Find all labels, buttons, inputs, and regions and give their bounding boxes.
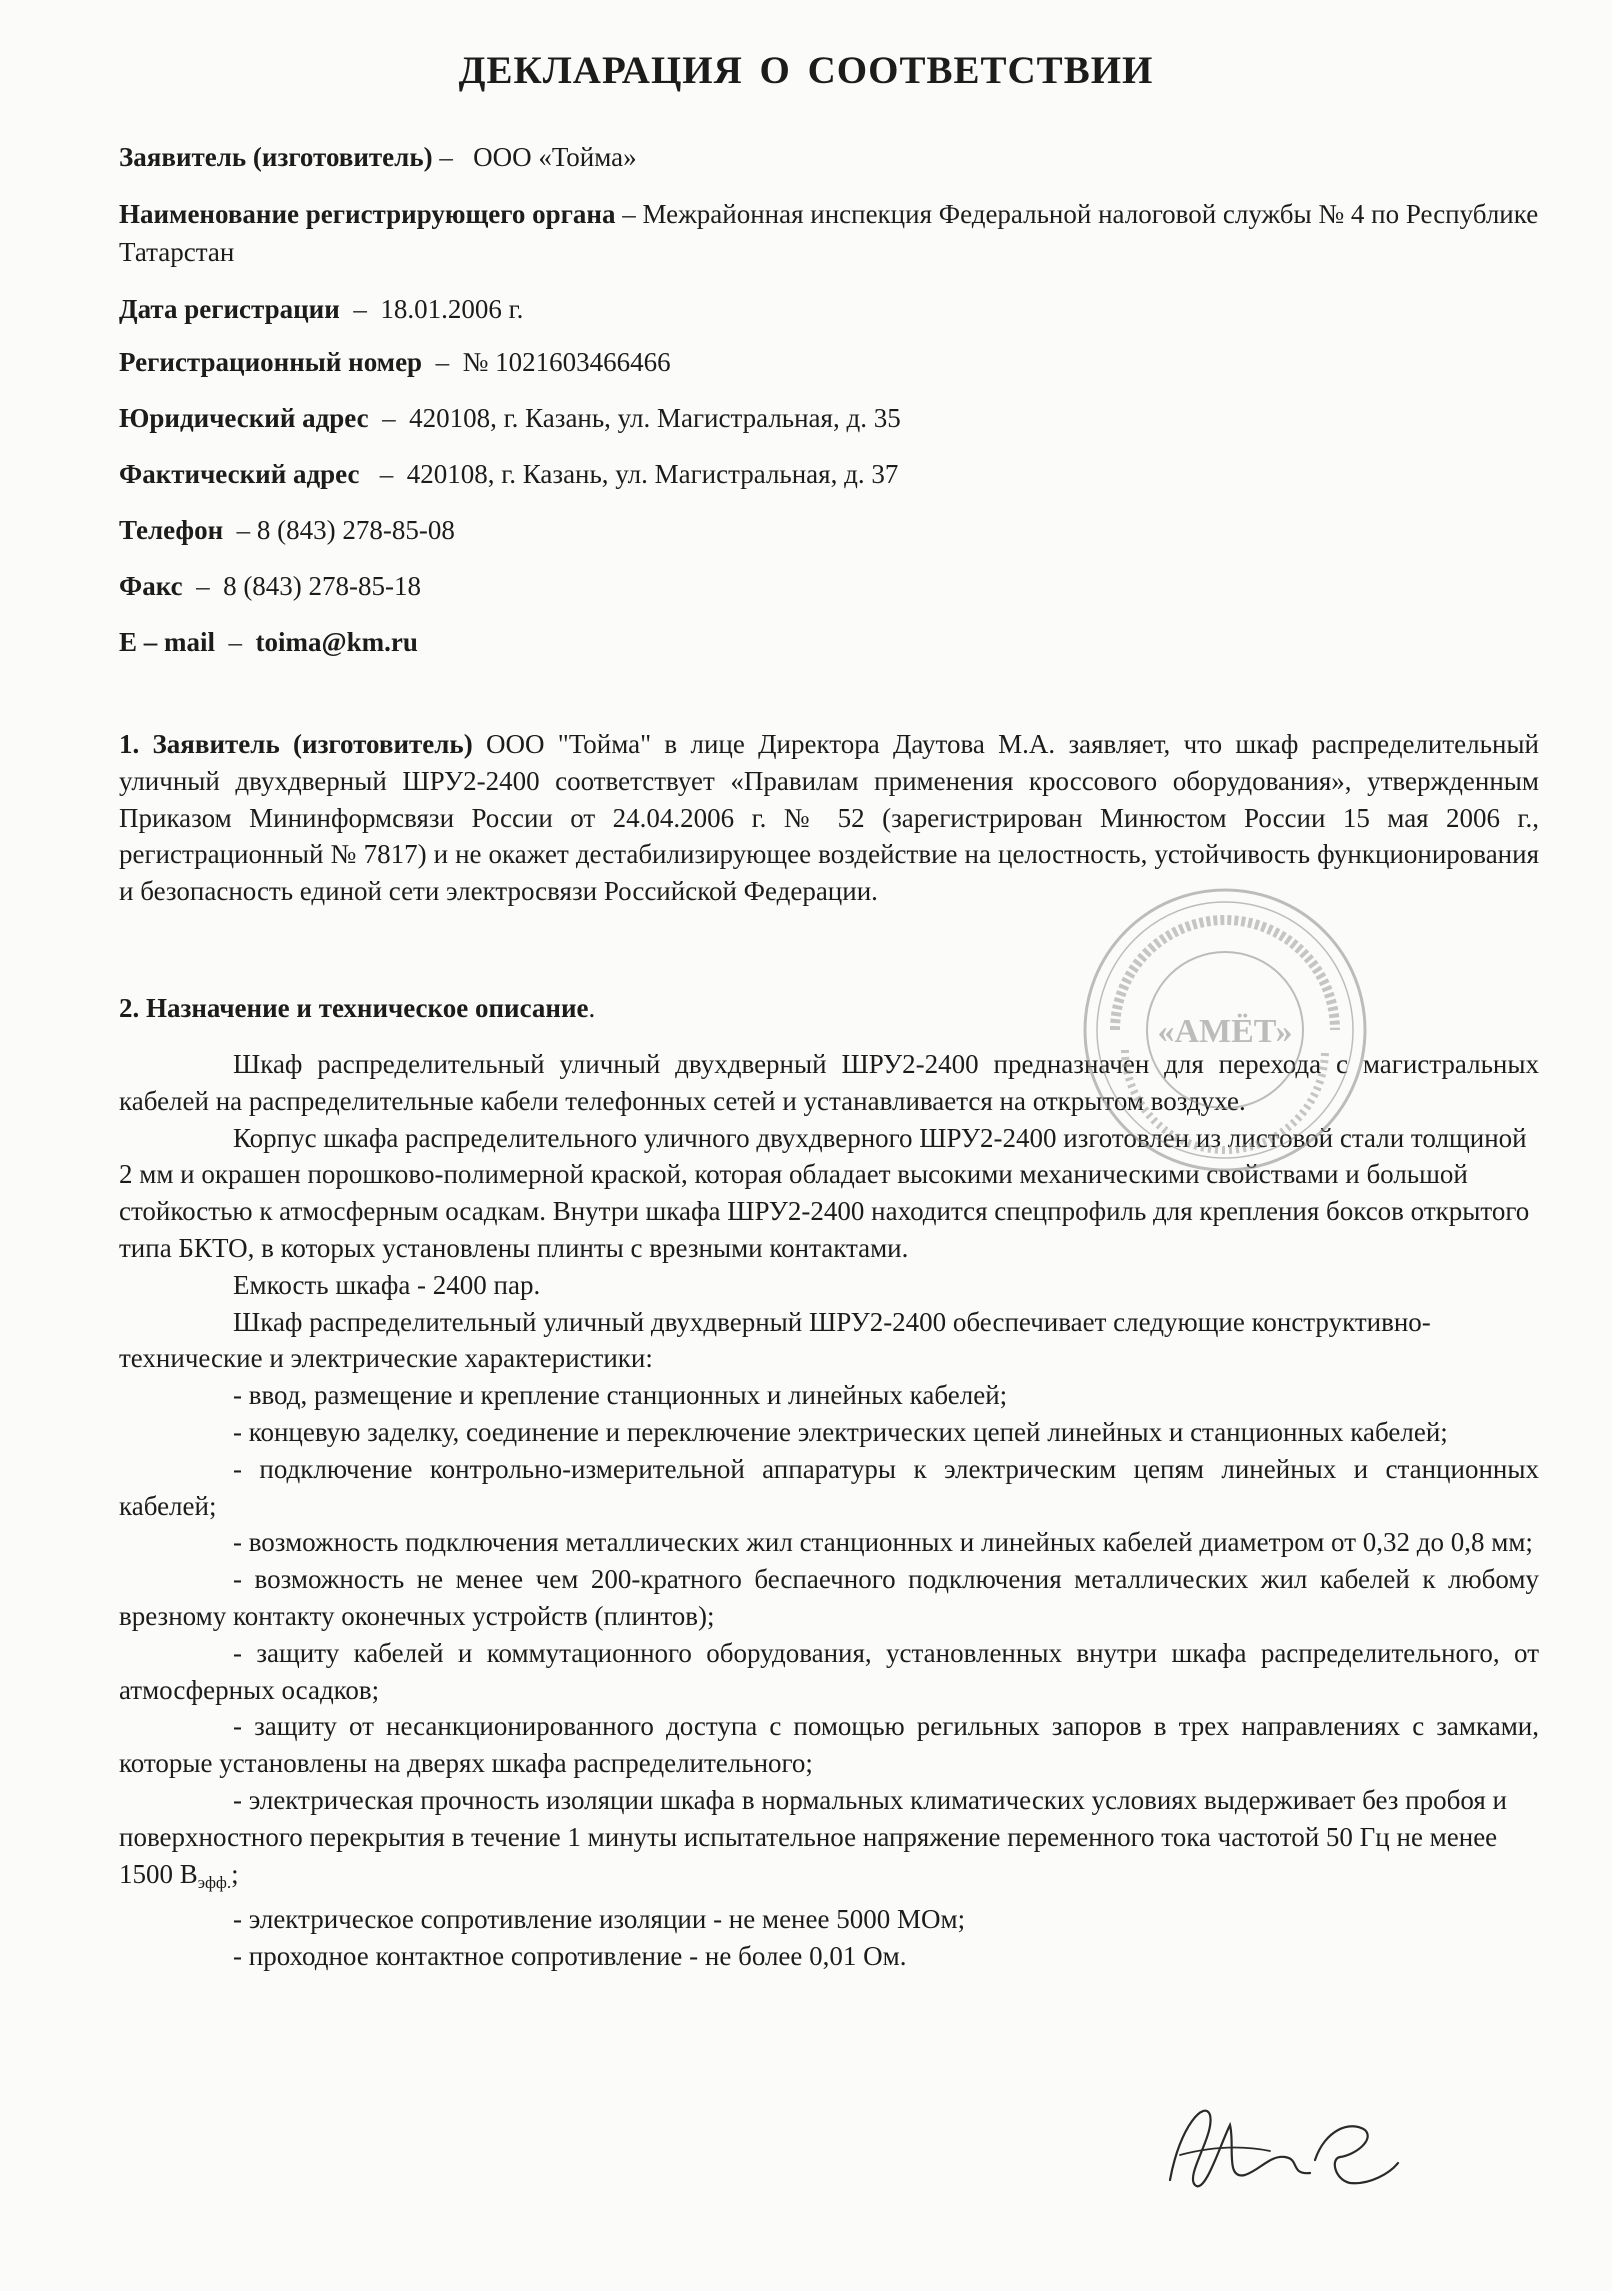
- actual-address-value: 420108, г. Казань, ул. Магистральная, д. 37: [406, 459, 899, 489]
- reg-number-field: Регистрационный номер – № 1021603466466: [119, 347, 671, 377]
- actual-address-field: Фактический адрес – 420108, г. Казань, ул. Магистральная, д. 37: [119, 459, 899, 489]
- applicant-label: Заявитель (изготовитель): [119, 142, 433, 172]
- round-stamp: [1075, 880, 1375, 1180]
- document-title: ДЕКЛАРАЦИЯ О СООТВЕТСТВИИ: [458, 49, 1154, 92]
- list-item-voltage: - электрическая прочность изоляции шкафа в нормальных климатических условиях выдерживает без пробоя и поверхностного перекрытия в течение 1 минуты испытательное напряжение переменного тока частотой 50 Гц не менее 1500 $В_{эфф.}$;: [119, 1784, 1507, 1892]
- signature: [1150, 2085, 1410, 2205]
- phone-value: 8 (843) 278-85-08: [256, 515, 455, 545]
- applicant-field: Заявитель (изготовитель) – ООО «Тойма»: [119, 142, 637, 172]
- list-item: - возможность подключения металлических жил станционных и линейных кабелей диаметром от 0,32 до 0,8 мм;: [233, 1527, 1533, 1558]
- email-label: E – mail: [119, 627, 216, 657]
- phone-field: Телефон – 8 (843) 278-85-08: [119, 515, 455, 545]
- reg-number-label: Регистрационный номер: [119, 347, 423, 377]
- reg-date-label: Дата регистрации: [119, 294, 340, 324]
- registrar-field: Наименование регистрирующего органа – Межрайонная инспекция Федеральной налоговой службы № 4 по Республике Татарстан: [119, 199, 1539, 267]
- email-field: E – mail – toima@km.ru: [119, 627, 418, 657]
- list-item: - защиту кабелей и коммутационного оборудования, установленных внутри шкафа распределительного, от атмосферных осадков;: [119, 1637, 1539, 1705]
- fax-field: Факс – 8 (843) 278-85-18: [119, 571, 422, 601]
- list-item-contact: - проходное контактное сопротивление - не более 0,01 Ом.: [233, 1941, 907, 1972]
- reg-date-value: 18.01.2006 г.: [380, 294, 524, 324]
- section-2-title: 2. Назначение и техническое описание: [119, 993, 589, 1023]
- reg-date-field: Дата регистрации – 18.01.2006 г.: [119, 294, 524, 324]
- registrar-value: Межрайонная инспекция Федеральной налоговой службы № 4 по Республике Татарстан: [119, 199, 1539, 267]
- reg-number-value: № 1021603466466: [462, 347, 671, 377]
- applicant-value: ООО «Тойма»: [473, 142, 637, 172]
- paragraph-housing: Корпус шкафа распределительного уличного двухдверного ШРУ2-2400 изготовлен из листовой стали толщиной 2 мм и окрашен порошково-полимерной краской, которая обладает высокими механическими свойствами и большой стойкостью к атмосферным осадкам. Внутри шкафа ШРУ2-2400 находится спецпрофиль для крепления боксов открытого типа БКТО, в которых установлены плинты с врезными контактами.: [119, 1122, 1530, 1263]
- paragraph-purpose: Шкаф распределительный уличный двухдверный ШРУ2-2400 предназначен для перехода с магистральных кабелей на распределительные кабели телефонных сетей и устанавливается на открытом воздухе.: [119, 1049, 1539, 1116]
- paragraph-capacity: Емкость шкафа - 2400 пар.: [233, 1269, 541, 1300]
- list-item: - защиту от несанкционированного доступа с помощью регильных запоров в трех направлениях с замками, которые установлены на дверях шкафа распределительного;: [119, 1711, 1539, 1779]
- section-1-lead: 1. Заявитель (изготовитель): [119, 729, 473, 759]
- section-2-heading: 2. Назначение и техническое описание.: [119, 993, 596, 1023]
- section-1-text: ООО "Тойма" в лице Директора Даутова М.А. заявляет, что шкаф распределительный уличный двухдверный ШРУ2-2400 соответствует «Правилам применения кроссового оборудования», утвержденным Приказом Мининформсвязи России от 24.04.2006 г. № 52 (зарегистрирован Минюстом России 15 мая 2006 г., регистрационный № 7817) и не окажет дестабилизирующее воздействие на целостность, устойчивость функционирования и безопасность единой сети электросвязи Российской Федерации.: [119, 729, 1539, 907]
- section-2-body: [119, 1046, 1539, 1975]
- legal-address-label: Юридический адрес: [119, 403, 369, 433]
- actual-address-label: Фактический адрес: [119, 459, 360, 489]
- legal-address-field: Юридический адрес – 420108, г. Казань, ул. Магистральная, д. 35: [119, 403, 901, 433]
- list-item: - возможность не менее чем 200-кратного беспаечного подключения металлических жил кабелей к любому врезному контакту оконечных устройств (плинтов);: [119, 1564, 1539, 1631]
- fax-label: Факс: [119, 571, 183, 601]
- list-item-resistance: - электрическое сопротивление изоляции - не менее 5000 МОм;: [233, 1904, 966, 1935]
- list-item: - ввод, размещение и крепление станционных и линейных кабелей;: [233, 1380, 1008, 1411]
- email-value: toima@km.ru: [255, 627, 418, 657]
- paragraph-characteristics: Шкаф распределительный уличный двухдверный ШРУ2-2400 обеспечивает следующие конструктивно-технические и электрические характеристики:: [119, 1306, 1431, 1374]
- list-item: - концевую заделку, соединение и переключение электрических цепей линейных и станционных кабелей;: [233, 1416, 1448, 1447]
- legal-address-value: 420108, г. Казань, ул. Магистральная, д. 35: [409, 403, 901, 433]
- phone-label: Телефон: [119, 515, 224, 545]
- stamp-text: «АМЁТ»: [1157, 1013, 1293, 1050]
- list-item: - подключение контрольно-измерительной аппаратуры к электрическим цепям линейных и станционных кабелей;: [119, 1453, 1539, 1521]
- fax-value: 8 (843) 278-85-18: [223, 571, 422, 601]
- registrar-label: Наименование регистрирующего органа: [119, 199, 616, 229]
